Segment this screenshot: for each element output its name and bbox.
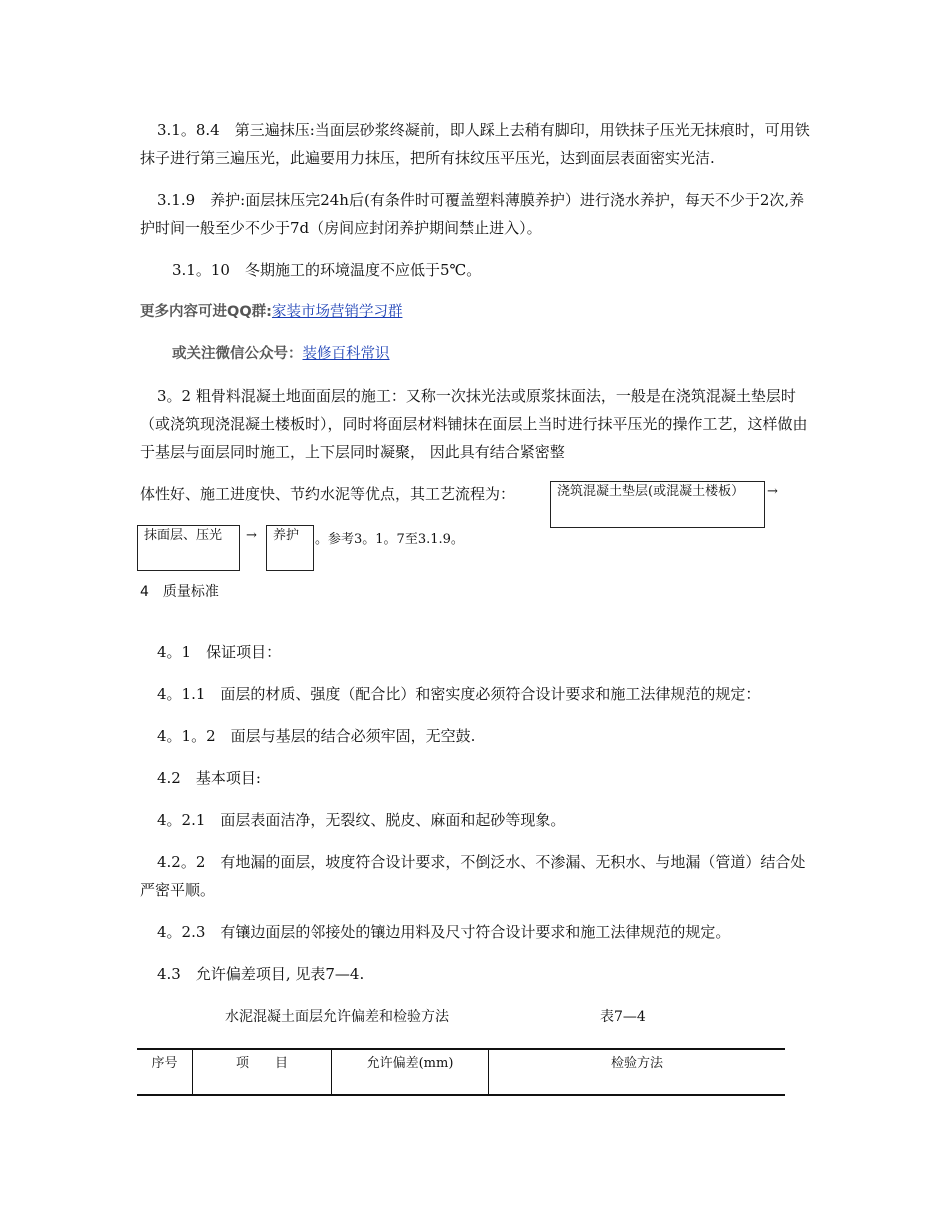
header-item: 项 目 bbox=[193, 1049, 332, 1095]
paragraph-3-1-8-4: 3.1。8.4 第三遍抹压:当面层砂浆终凝前，即人踩上去稍有脚印，用铁抹子压光无抹痕时，可用铁抹子进行第三遍压光，此遍要用力抹压，把所有抹纹压平压光，达到面层表面密实光洁. bbox=[140, 121, 810, 167]
paragraph-3-1-10: 3.1。10 冬期施工的环境温度不应低于5℃。 bbox=[172, 261, 482, 279]
header-tolerance: 允许偏差(mm) bbox=[332, 1049, 489, 1095]
section-4-2-1: 4。2.1 面层表面洁净，无裂纹、脱皮、麻面和起砂等现象。 bbox=[157, 811, 566, 829]
section-4-2-2: 4.2。2 有地漏的面层，坡度符合设计要求，不倒泛水、不渗漏、无积水、与地漏（管道）结合处严密平顺。 bbox=[140, 853, 806, 899]
section-4-3: 4.3 允许偏差项目, 见表7—4. bbox=[157, 965, 365, 983]
tolerance-table bbox=[137, 1048, 785, 1096]
flow-arrow-2: → bbox=[246, 528, 257, 543]
table-caption: 水泥混凝土面层允许偏差和检验方法 bbox=[225, 1009, 449, 1025]
wechat-prefix: 或关注微信公众号： bbox=[172, 346, 303, 362]
flow-step-1: 浇筑混凝土垫层(或混凝土楼板） bbox=[550, 481, 765, 528]
section-4-2: 4.2 基本项目: bbox=[157, 769, 261, 787]
qq-group-link[interactable]: 家装市场营销学习群 bbox=[271, 304, 403, 320]
flow-step-3: 养护 bbox=[266, 525, 314, 571]
table-header-row bbox=[137, 1049, 785, 1095]
section-4-1-1: 4。1.1 面层的材质、强度（配合比）和密实度必须符合设计要求和施工法律规范的规定： bbox=[157, 685, 761, 703]
paragraph-3-2: 3。2 粗骨料混凝土地面面层的施工：又称一次抹光法或原浆抹面法，一般是在浇筑混凝土垫层时（或浇筑现浇混凝土楼板时），同时将面层材料铺抹在面层上当时进行抹平压光的操作工艺，这样做由于基层与面层同时施工，上下层同时凝聚， 因此具有结合紧密整 bbox=[140, 387, 808, 461]
qq-group-line bbox=[140, 298, 812, 326]
paragraph-flow-intro: 体性好、施工进度快、节约水泥等优点，其工艺流程为： bbox=[140, 485, 516, 503]
flow-step-2: 抹面层、压光 bbox=[137, 525, 240, 571]
section-4-2-3: 4。2.3 有镶边面层的邻接处的镶边用料及尺寸符合设计要求和施工法律规范的规定。 bbox=[157, 923, 731, 941]
flow-arrow-1: → bbox=[767, 484, 778, 499]
section-4-1-2: 4。1。2 面层与基层的结合必须牢固，无空鼓. bbox=[157, 727, 476, 745]
wechat-link[interactable]: 装修百科常识 bbox=[302, 346, 390, 362]
qq-group-prefix: 更多内容可进QQ群: bbox=[140, 304, 272, 320]
paragraph-3-1-9: 3.1.9 养护:面层抹压完24h后(有条件时可覆盖塑料薄膜养护）进行浇水养护，每天不少于2次,养护时间一般至少不少于7d（房间应封闭养护期间禁止进入）。 bbox=[140, 191, 805, 237]
table-number: 表7—4 bbox=[600, 1009, 646, 1025]
section-4-1: 4。1 保证项目： bbox=[157, 643, 282, 661]
wechat-line bbox=[172, 340, 812, 368]
section-heading-4: 4 质量标准 bbox=[140, 584, 219, 600]
header-index: 序号 bbox=[151, 1056, 178, 1071]
flow-reference: 。参考3。1。7至3.1.9。 bbox=[315, 532, 464, 547]
header-method: 检验方法 bbox=[489, 1049, 786, 1095]
